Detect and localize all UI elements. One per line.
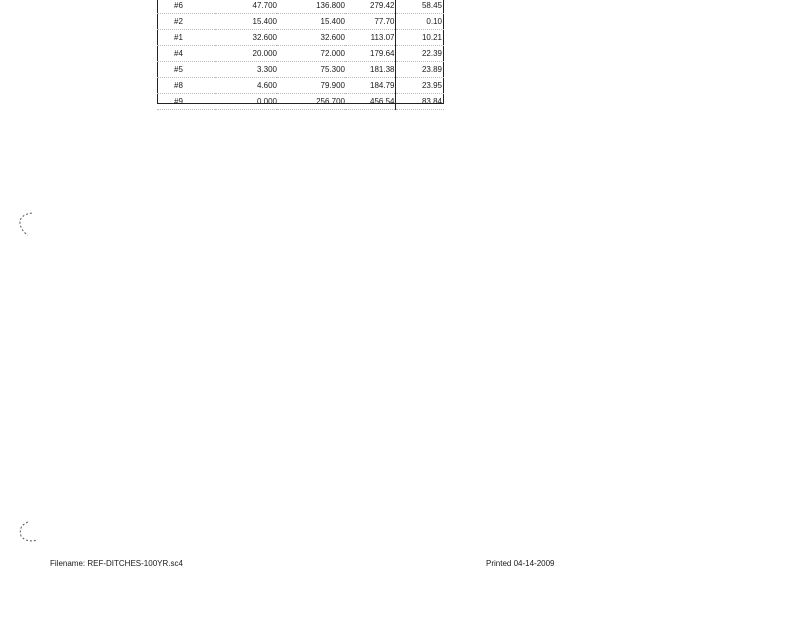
table-row	[157, 14, 444, 30]
value-cell: 179.64	[345, 46, 395, 62]
value-cell: 75.300	[277, 62, 345, 78]
table-row	[157, 30, 444, 46]
footer-filename: Filename: REF-DITCHES-100YR.sc4	[50, 559, 183, 568]
value-cell: 4.600	[215, 78, 277, 94]
row-id-cell: #9	[157, 94, 215, 110]
table-row	[157, 62, 444, 78]
value-cell: 136.800	[277, 0, 345, 14]
value-cell: 279.42	[345, 0, 395, 14]
results-table	[157, 0, 444, 110]
punch-hole-mark-top	[14, 208, 36, 238]
row-id-cell: #8	[157, 78, 215, 94]
row-id-cell: #2	[157, 14, 215, 30]
value-cell: 32.600	[215, 30, 277, 46]
value-cell: 3.300	[215, 62, 277, 78]
value-cell: 83.84	[395, 94, 444, 110]
table-row	[157, 94, 444, 110]
value-cell: 256.700	[277, 94, 345, 110]
value-cell: 32.600	[277, 30, 345, 46]
value-cell: 0.10	[395, 14, 444, 30]
row-id-cell: #1	[157, 30, 215, 46]
row-id-cell: #5	[157, 62, 215, 78]
value-cell: 47.700	[215, 0, 277, 14]
table-row	[157, 0, 444, 14]
punch-hole-mark-bottom	[14, 518, 44, 546]
value-cell: 184.79	[345, 78, 395, 94]
value-cell: 15.400	[215, 14, 277, 30]
value-cell: 113.07	[345, 30, 395, 46]
footer-printed-date: Printed 04-14-2009	[486, 559, 555, 568]
value-cell: 23.89	[395, 62, 444, 78]
value-cell: 79.900	[277, 78, 345, 94]
value-cell: 58.45	[395, 0, 444, 14]
value-cell: 15.400	[277, 14, 345, 30]
value-cell: 23.95	[395, 78, 444, 94]
value-cell: 0.000	[215, 94, 277, 110]
value-cell: 181.38	[345, 62, 395, 78]
value-cell: 77.70	[345, 14, 395, 30]
value-cell: 20.000	[215, 46, 277, 62]
value-cell: 22.39	[395, 46, 444, 62]
row-id-cell: #4	[157, 46, 215, 62]
value-cell: 72.000	[277, 46, 345, 62]
value-cell: 456.54	[345, 94, 395, 110]
value-cell: 10.21	[395, 30, 444, 46]
table-body	[157, 0, 444, 110]
row-id-cell: #6	[157, 0, 215, 14]
table-row	[157, 46, 444, 62]
table-row	[157, 78, 444, 94]
